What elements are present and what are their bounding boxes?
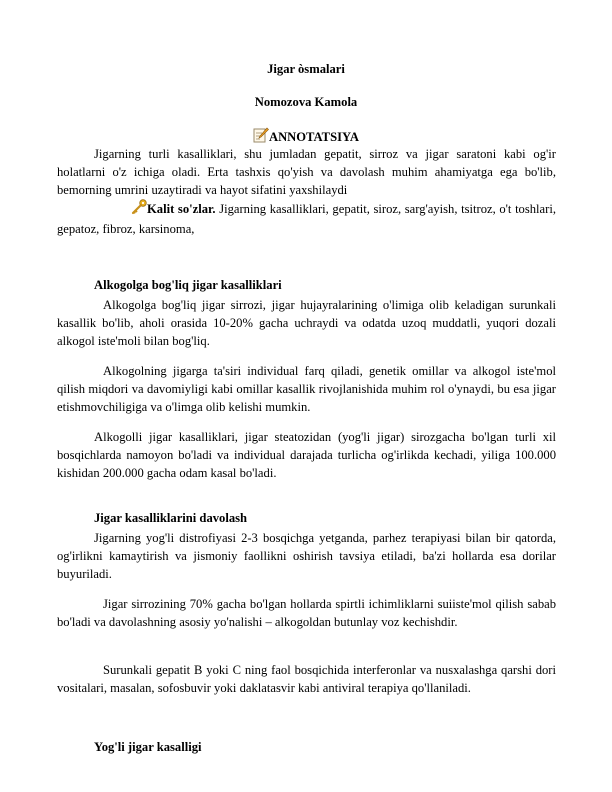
section-heading: Yog'li jigar kasalligi [94, 740, 202, 754]
section-paragraph: Jigarning yog'li distrofiyasi 2-3 bosqichga yetganda, parhez terapiyasi bilan bir qatorda, og'irlikni kamaytirish va jismoniy faollikni oshirish tavsiya etiladi, ba'zi hollarda esa dorilar buyuriladi. [57, 531, 556, 581]
keywords-text: Jigarning kasalliklari, gepatit, siroz, sarg'ayish, tsitroz, o't toshlari, gepatoz, fibroz, karsinoma, [57, 202, 556, 236]
section-heading: Alkogolga bog'liq jigar kasalliklari [94, 278, 282, 292]
annotation-text: Jigarning turli kasalliklari, shu jumladan gepatit, sirroz va jigar saratoni kabi og'ir holatlarni o'z ichiga oladi. Erta tashxis qo'yish va davolash muhim ahamiyatga ega bo'lib, bemorning umrini uzaytiradi va hayot sifatini yaxshilaydi [57, 147, 556, 197]
annotation-heading: ANNOTATSIYA [268, 130, 360, 144]
key-icon [94, 199, 147, 220]
document-author: Nomozova Kamola [254, 95, 358, 109]
keywords-label: Kalit so'zlar. [147, 202, 216, 216]
section-paragraph: Alkogolning jigarga ta'siri individual farq qiladi, genetik omillar va alkogol iste'mol qilish miqdori va davomiyligi kabi omillar kasallik rivojlanishida muhim rol o'ynaydi, bu esa jigar etishmovchiligiga va o'limga olib kelishi mumkin. [57, 364, 556, 414]
section-paragraph: Surunkali gepatit B yoki C ning faol bosqichida interferonlar va nusxalashga qarshi dori vositalari, masalan, sofosbuvir yoki daklatasvir kabi antiviral terapiya qo'llaniladi. [57, 663, 556, 695]
annotation-heading-line [0, 127, 612, 147]
document-title: Jigar òsmalari [267, 62, 345, 76]
section-paragraph: Alkogolga bog'liq jigar sirrozi, jigar hujayralarining o'limiga olib keladigan surunkali kasallik bo'lib, aholi orasida 10-20% gacha uchraydi va odatda uzoq muddatli, yuqori dozali alkogol iste'moli bilan bog'liq. [57, 298, 556, 348]
section-heading: Jigar kasalliklarini davolash [94, 511, 248, 525]
keywords-paragraph [57, 199, 556, 238]
section-paragraph: Jigar sirrozining 70% gacha bo'lgan hollarda spirtli ichimliklarni suiiste'mol qilish sabab bo'ladi va davolashning asosiy yo'nalishi – alkogoldan butunlay voz kechishdir. [57, 597, 556, 629]
section-paragraph: Alkogolli jigar kasalliklari, jigar steatozidan (yog'li jigar) sirozgacha bo'lgan turli xil bosqichlarda namoyon bo'ladi va individual darajada turlicha og'irlikda kechadi, yiliga 100.000 kishidan 200.000 gacha odam kasal bo'ladi. [57, 430, 556, 480]
memo-pencil-icon [253, 127, 269, 147]
